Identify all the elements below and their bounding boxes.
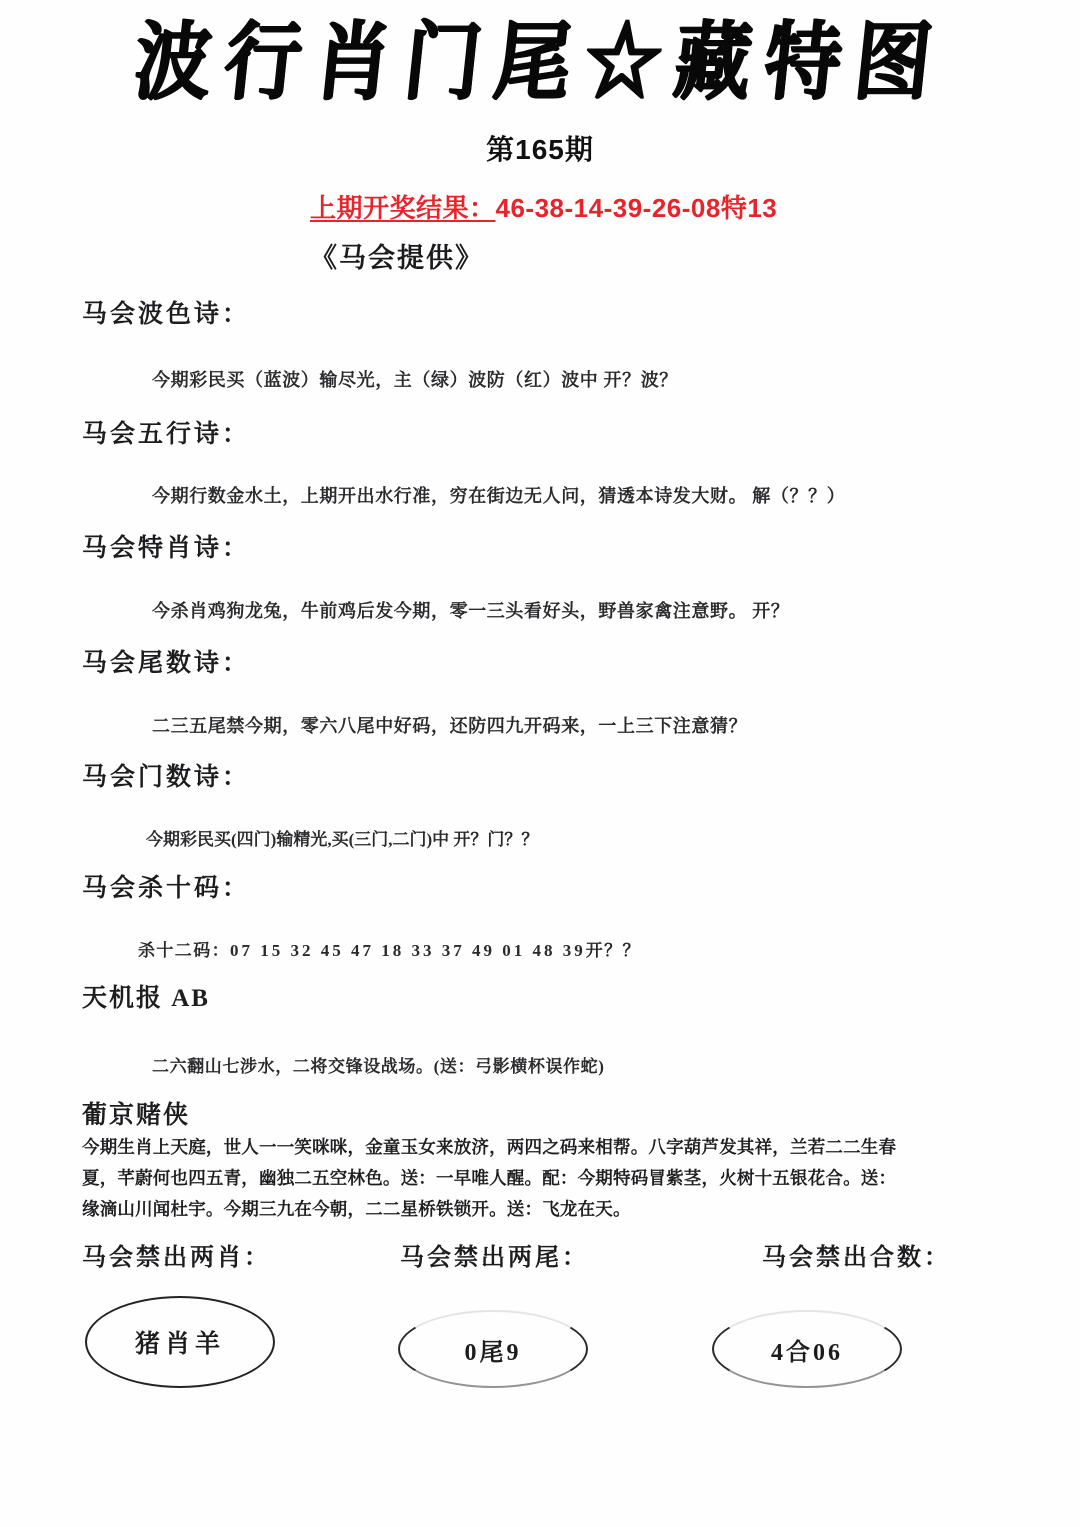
forbidden-value-sum: 4合06 xyxy=(712,1310,902,1388)
pujing-line-3: 缘滴山川闻杜宇。今期三九在今朝，二二星桥铁锁开。送：飞龙在天。 xyxy=(82,1199,631,1219)
heading-menshu-poem: 马会门数诗： xyxy=(82,764,251,791)
provider-credit: 《马会提供》 xyxy=(310,243,484,273)
last-draw-result xyxy=(310,188,777,225)
special-number: 13 xyxy=(747,193,778,223)
kill-codes-suffix: 开？？ xyxy=(585,941,641,960)
forbidden-values-row xyxy=(0,1296,1080,1406)
heading-texiao-poem: 马会特肖诗： xyxy=(82,535,251,562)
verse-menshu-poem: 今期彩民买(四门)输精光,买(三门,二门)中 开？门？？ xyxy=(146,830,539,849)
heading-tianji-report: 天机报 AB xyxy=(82,985,210,1012)
pujing-line-2: 夏，芊蔚何也四五青，幽独二五空林色。送：一早唯人醒。配：今期特码冒紫茎，火树十五银花合。送： xyxy=(82,1168,897,1188)
verse-tianji-report: 二六翻山七涉水，二将交锋设战场。(送：弓影横杯误作蛇) xyxy=(152,1057,605,1076)
heading-bose-poem: 马会波色诗： xyxy=(82,301,251,328)
forbidden-label-sum: 马会禁出合数： xyxy=(762,1245,951,1271)
kill-codes-line xyxy=(138,936,641,961)
kill-codes-label: 杀十二码： xyxy=(138,941,230,960)
forbidden-value-tail: 0尾9 xyxy=(398,1310,588,1388)
issue-number: 第165期 xyxy=(486,134,594,165)
kill-codes-numbers: 07 15 32 45 47 18 33 37 49 01 48 39 xyxy=(230,941,586,960)
last-draw-result-label: 上期开奖结果： xyxy=(310,193,496,223)
pujing-line-1: 今期生肖上天庭，世人一一笑咪咪，金童玉女来放济，两四之码来相帮。八字葫芦发其祥，兰若二二生春 xyxy=(82,1137,897,1157)
verse-texiao-poem: 今杀肖鸡狗龙兔，牛前鸡后发今期，零一三头看好头，野兽家禽注意野。 开？ xyxy=(152,601,790,621)
heading-wuxing-poem: 马会五行诗： xyxy=(82,421,251,448)
masthead xyxy=(0,11,1080,112)
page-title: 波行肖门尾☆藏特图 xyxy=(129,11,951,112)
verse-weishu-poem: 二三五尾禁今期，零六八尾中好码，还防四九开码来，一上三下注意猜？ xyxy=(152,716,748,736)
forbidden-label-tail: 马会禁出两尾： xyxy=(400,1245,589,1271)
heading-weishu-poem: 马会尾数诗： xyxy=(82,650,251,677)
special-label: 特 xyxy=(720,193,748,223)
heading-kill-codes: 马会杀十码： xyxy=(82,875,251,902)
verse-wuxing-poem: 今期行数金水土，上期开出水行准，穷在街边无人问，猜透本诗发大财。 解（？？） xyxy=(152,486,846,506)
last-draw-numbers: 46-38-14-39-26-08 xyxy=(495,193,721,223)
forbidden-label-zodiac: 马会禁出两肖： xyxy=(82,1245,271,1271)
heading-pujing-gambler: 葡京赌侠 xyxy=(82,1102,191,1129)
verse-bose-poem: 今期彩民买（蓝波）输尽光，主（绿）波防（红）波中 开？波？ xyxy=(152,370,678,390)
forbidden-labels-row xyxy=(0,1237,1080,1277)
pujing-gambler-body xyxy=(82,1132,1002,1225)
forbidden-value-zodiac: 猪肖羊 xyxy=(85,1296,275,1388)
